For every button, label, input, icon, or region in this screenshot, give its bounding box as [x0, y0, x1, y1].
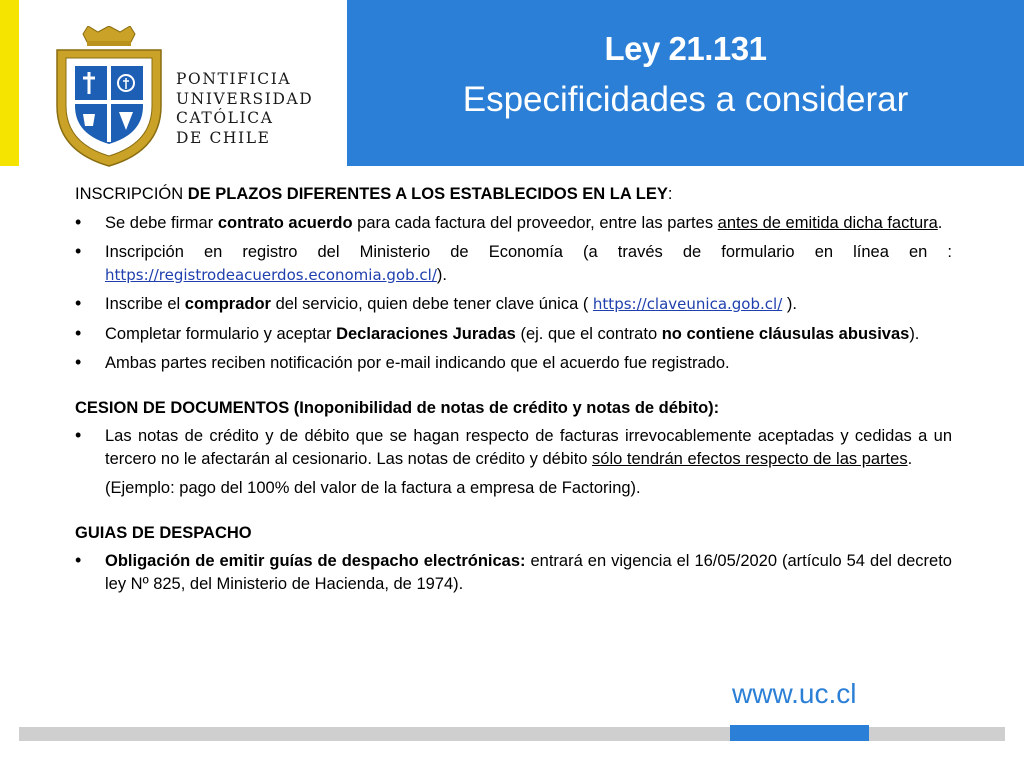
text: .: [907, 449, 913, 468]
heading-suffix: :: [667, 185, 673, 203]
bullet-icon: •: [75, 293, 82, 313]
text: ).: [436, 265, 447, 284]
bold-text: Obligación de emitir guías de despacho electrónicas:: [105, 552, 526, 570]
section-heading-guias: [75, 522, 952, 545]
heading-bold: DE PLAZOS DIFERENTES A LOS ESTABLECIDOS EN LA LEY: [187, 185, 668, 203]
title-banner: [347, 0, 1024, 166]
heading-bold: CESION DE DOCUMENTOS (Inoponibilidad de notas de crédito y notas de débito):: [75, 398, 720, 417]
section-heading-cesion: [75, 397, 952, 420]
text: Inscribe el: [105, 295, 185, 313]
bold-text: contrato acuerdo: [217, 213, 353, 232]
bullet-item: [75, 293, 952, 316]
text: Se debe firmar: [105, 213, 218, 232]
bullet-icon: •: [75, 241, 82, 261]
bold-text: comprador: [184, 295, 271, 313]
text: entrará en vigencia el 16/05/2020 (artículo 54 del decreto ley Nº 825, del Ministerio de Hacienda, de 1974).: [105, 552, 952, 593]
bullet-item: [75, 323, 952, 346]
slide-subtitle: Especificidades a considerar: [462, 80, 909, 119]
bullet-icon: •: [75, 211, 82, 232]
text: Ambas partes reciben notificación por e-mail indicando que el acuerdo fue registrado.: [105, 354, 730, 372]
logo-line-4: DE CHILE: [176, 128, 271, 147]
bullet-icon: •: [75, 322, 82, 343]
example-note: (Ejemplo: pago del 100% del valor de la factura a empresa de Factoring).: [105, 479, 641, 497]
website-url[interactable]: www.uc.cl: [732, 678, 857, 709]
section-heading-inscripcion: [75, 183, 952, 206]
registro-acuerdos-link[interactable]: https://registrodeacuerdos.economia.gob.cl/: [105, 265, 437, 284]
heading-bold: GUIAS DE DESPACHO: [75, 523, 252, 542]
text: (ej. que el contrato: [515, 324, 662, 343]
underlined-text: antes de emitida dicha factura: [717, 213, 938, 232]
heading-prefix: INSCRIPCIÓN: [75, 185, 184, 203]
text: ).: [909, 324, 920, 343]
university-logo-text: [176, 70, 313, 148]
bold-text: Declaraciones Juradas: [336, 324, 516, 343]
text: Inscripción en registro del Ministerio de Economía (a través de formulario en línea en :: [105, 243, 952, 261]
text: ).: [782, 295, 797, 313]
bullet-item: [75, 352, 952, 375]
bullet-item: [75, 241, 952, 286]
text: Las notas de crédito y de débito que se hagan respecto de facturas irrevocablemente aceptadas y cedidas a un tercero no le afectarán al cesionario. Las notas de crédito y débito: [105, 427, 952, 468]
slide-title: Ley 21.131: [604, 30, 767, 67]
footer-blue-bar: [730, 725, 869, 741]
text: Completar formulario y aceptar: [105, 324, 337, 343]
logo-line-2: UNIVERSIDAD: [176, 89, 314, 108]
logo-line-1: PONTIFICIA: [176, 70, 292, 88]
bullet-item: [75, 425, 952, 470]
university-crest-logo: [53, 26, 165, 168]
bold-text: no contiene cláusulas abusivas: [661, 324, 910, 343]
bullet-item: [75, 212, 952, 235]
bullet-icon: •: [75, 352, 82, 372]
bullet-icon: •: [75, 550, 82, 570]
slide-body: [75, 183, 952, 602]
bullet-icon: •: [75, 425, 82, 445]
text: para cada factura del proveedor, entre las partes: [352, 213, 718, 232]
yellow-accent-bar: [0, 0, 19, 166]
text: .: [937, 213, 943, 232]
underlined-text: sólo tendrán efectos respecto de las partes: [592, 449, 908, 468]
bullet-item: [75, 550, 952, 595]
logo-line-3: CATÓLICA: [176, 109, 274, 127]
clave-unica-link[interactable]: https://claveunica.gob.cl/: [592, 295, 783, 313]
text: del servicio, quien debe tener clave única (: [270, 295, 593, 313]
